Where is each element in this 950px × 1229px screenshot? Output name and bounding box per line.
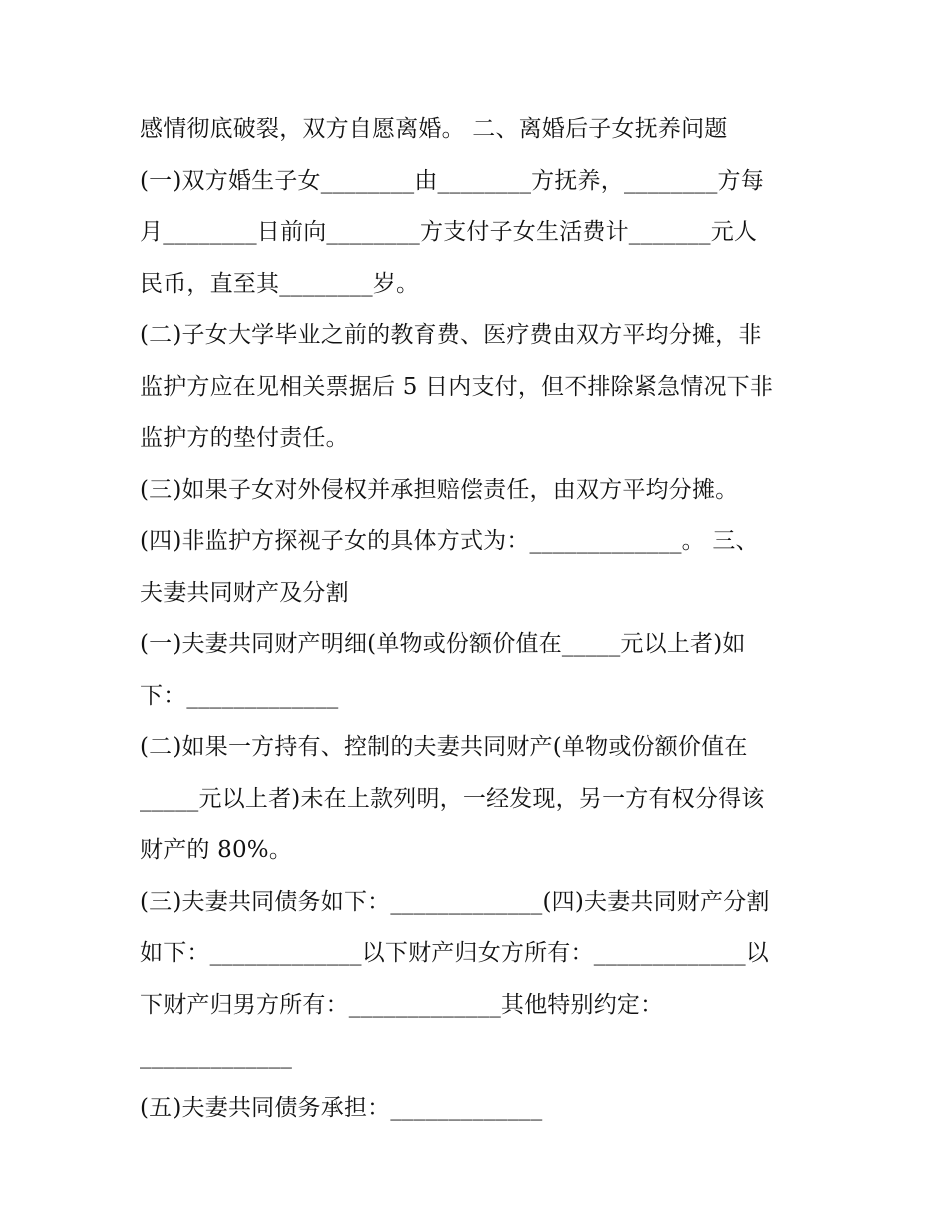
paragraph-line: (四)非监护方探视子女的具体方式为：_____________。 三、: [140, 528, 759, 554]
paragraph-line: _____元以上者)未在上款列明，一经发现，另一方有权分得该: [140, 785, 765, 812]
paragraph-line: (二)子女大学毕业之前的教育费、医疗费由双方平均分摊，非: [140, 322, 762, 348]
paragraph-line: (二)如果一方持有、控制的夫妻共同财产(单物或份额价值在: [140, 734, 748, 760]
paragraph-line: (三)夫妻共同债务如下：_____________(四)夫妻共同财产分割: [140, 888, 770, 915]
paragraph-line: (三)如果子女对外侵权并承担赔偿责任，由双方平均分摊。: [140, 476, 739, 503]
paragraph-line: 民币，直至其________岁。: [140, 270, 420, 297]
paragraph-line: 监护方的垫付责任。: [140, 425, 349, 451]
paragraph-line: (一)双方婚生子女________由________方抚养，________方每: [140, 167, 764, 194]
paragraph-line: 如下：_____________以下财产归女方所有：_____________以: [140, 940, 769, 966]
paragraph-line: 夫妻共同财产及分割: [140, 579, 349, 606]
paragraph-line: 财产的 80%。: [140, 837, 293, 863]
paragraph-line: _____________: [140, 1043, 293, 1069]
paragraph-line: 下财产归男方所有：_____________其他特别约定：: [140, 991, 664, 1018]
paragraph-line: (五)夫妻共同债务承担：_____________: [140, 1094, 543, 1121]
paragraph-line: 感情彻底破裂，双方自愿离婚。 二、离婚后子女抚养问题: [140, 116, 728, 142]
paragraph-line: 月________日前向________方支付子女生活费计_______元人: [140, 219, 758, 245]
document-body: [140, 104, 820, 1134]
paragraph-line: 下：_____________: [140, 682, 339, 709]
paragraph-line: (一)夫妻共同财产明细(单物或份额价值在_____元以上者)如: [140, 631, 746, 657]
paragraph-line: 监护方应在见相关票据后 5 日内支付，但不排除紧急情况下非: [140, 373, 774, 400]
